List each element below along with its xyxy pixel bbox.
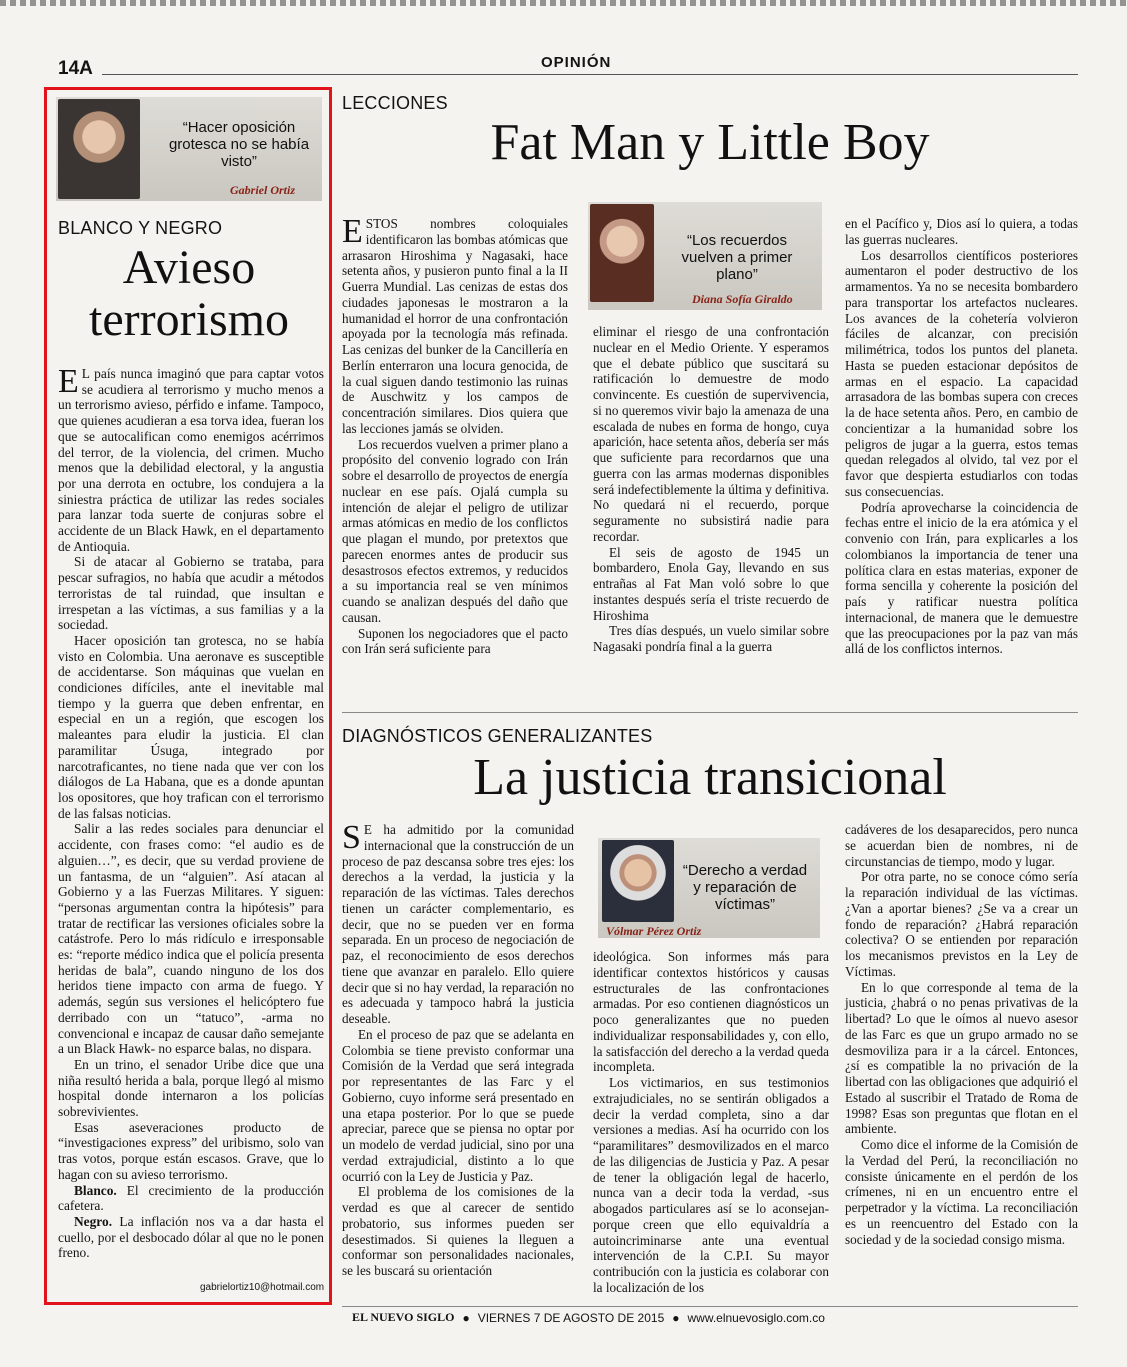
paragraph: Los victimarios, en sus testimonios extrajudiciales, no se sentirán obligados a decir la verdad completa, sino a dar versiones a medias. Así ha ocurrido con los “paramilitares” desmovilizados en el marco de las diligencias de Justicia y Paz. A pesar de tener la obligación legal de hacerlo, nunca van a decir toda la verdad, -sus abogados particulares así se lo aconsejan- porque creen que ello equivaldría a autoincriminarse ante una eventual intervención de la C.P.I. Su mayor contribución con la justicia es colaborar con la localización de los xyxy=(593,1075,829,1295)
section-title: OPINIÓN xyxy=(535,54,617,71)
paragraph: Esas aseveraciones producto de “investigaciones express” del uribismo, solo van tras votos, porque están escasos. Grave, que lo hagan con su avieso terrorismo. xyxy=(58,1119,324,1182)
dropcap: E xyxy=(342,213,363,250)
paragraph: En un trino, el senador Uribe dice que una niña resultó herida a bala, porque llegó al mismo hospital donde internaron a los policías sobrevivientes. xyxy=(58,1056,324,1120)
article1-kicker: LECCIONES xyxy=(342,93,448,113)
paragraph: Los recuerdos vuelven a primer plano a propósito del convenio logrado con Irán sobre el desarrollo de proyectos de energía nuclear en ese país. Ojalá cumpla su intención de alejar el peligro de utilizar armas atómicas en medio de los conflictos que plagan el mundo, por pretextos que parecen enormes antes de producir sus desastrosos efectos extremos, y reducidos a su importancia real se ven mínimos cuando se analizan después del daño que causan. xyxy=(342,436,568,625)
paragraph: L país nunca imaginó que para captar votos se acudiera al terrorismo y mucho menos a un terrorismo avieso, pérfido e infame. Tampoco, que quienes acudieran a esa torva idea, fueran los que se autocalifican como enemigos acérrimos del terror, de la violencia, del crimen. Mucho menos que la debilidad electoral, y la angustia por una derrota en octubre, los condujera a la siniestra práctica de utilizar las redes sociales para lanzar toda suerte de conjuras sobre el accidente de un Black Hawk, en el departamento de Antioquia. xyxy=(58,366,324,554)
paragraph: STOS nombres coloquiales identificaron las bombas atómicas que arrasaron Hiroshima y Nagasaki, hace setenta años, y pusieron punto final a la II Guerra Mundial. Las cenizas de estas dos ciudades japonesas le mostraron a la humanidad el horror de una confrontación apoyada por la tecnología más refinada. Las cenizas del bunker de la Cancillería en Berlín enterraron una locura genocida, de la cual siguen dando testimonio las ruinas de Auschwitz y los campos de concentración similares. Dios quiera que las lecciones jamás se olviden. xyxy=(342,216,568,436)
paragraph: Como dice el informe de la Comisión de la Verdad del Perú, la reconciliación no consiste únicamente en el perdón de los crímenes, ni en un encuentro entre el perpetrador y la víctima. La reconciliación es un reencuentro del Estado con la sociedad y de la sociedad consigo misma. xyxy=(845,1137,1078,1247)
paragraph: E ha admitido por la comunidad internacional que la construcción de un proceso de paz descansa sobre tres ejes: los derechos a la verdad, la justicia y la reparación de las víctimas. Tales derechos tienen un carácter complementario, es decir, que no se pueden ver en forma separada. En un proceso de negociación de paz, el reconocimiento de esos derechos tiene que avanzar en paralelo. Ello quiere decir que si no hay verdad, la reparación no es adecuada y tampoco habrá la justicia deseable. xyxy=(342,822,574,1026)
author-quote: “Hacer oposición grotesca no se había visto” xyxy=(168,119,310,170)
article1-headline: Fat Man y Little Boy xyxy=(490,114,930,171)
paragraph: En el proceso de paz que se adelanta en Colombia se tiene previsto conformar una Comisión de la Verdad que será integrada por representantes de las Farc y el Gobierno, cuyo informe será presentado en una etapa posterior. Por lo que se puede apreciar, parece que se piensa no optar por un modelo de verdad judicial, sino por una verdad extrajudicial, distinto a lo que ocurrió con la Ley de Justicia y Paz. xyxy=(342,1026,574,1184)
article1-author-card xyxy=(588,202,822,310)
article2-col2 xyxy=(593,949,829,1296)
column-body xyxy=(58,363,324,1261)
paragraph: cadáveres de los desaparecidos, pero nunca se acuerdan bien de nombres, ni de circunstancias de tiempo, modo y lugar. xyxy=(845,822,1078,869)
paragraph: El seis de agosto de 1945 un bombardero, Enola Gay, llevando en sus entrañas al Fat Man voló sobre lo que instantes después sería el triste recuerdo de Hiroshima xyxy=(593,544,829,623)
paragraph: Hacer oposición tan grotesca, no se había visto en Colombia. Una aeronave es susceptible de accidentarse. Son máquinas que vuelan en condiciones difíciles, ante el inevitable mal tiempo y la guerra que deben enfrentar, en especial en un a región, que escogen los maleantes para eludir la justicia. El clan paramilitar Úsuga, integrado por narcotraficantes, no tiene nada que ver con los diálogos de La Habana, que es a donde apuntan los opositores, que hoy trafican con el terrorismo de las falsas noticias. xyxy=(58,632,324,821)
article1-col3 xyxy=(845,216,1078,657)
footer-line xyxy=(352,1310,825,1325)
article2-col3 xyxy=(845,822,1078,1247)
header-rule xyxy=(102,74,1078,75)
paragraph: eliminar el riesgo de una confrontación nuclear en el Medio Oriente. Y esperamos que el debate público que suscitará su ratificación lo demuestre de modo convincente. Es cuestión de supervivencia, si no queremos vivir bajo la amenaza de una escalada de nubes en forma de hongo, cuya aparición, hace setenta años, debería ser más que suficiente para recordarnos que una guerra con las armas modernas disponibles será indefectiblemente la última y definitiva. No quedará ni el recuerdo, porque seguramente no subsistirá nadie para recordar. xyxy=(593,324,829,544)
footer-site: www.elnuevosiglo.com.co xyxy=(687,1310,825,1325)
paragraph: Si de atacar al Gobierno se trataba, para pescar sufragios, no había que acudir a métodos terroristas de tal ruindad, que insultan e irrespetan a las víctimas, a sus familias y a la sociedad. xyxy=(58,554,324,633)
blanco-text: El crecimiento de la producción cafetera. xyxy=(58,1182,324,1214)
article2-kicker: DIAGNÓSTICOS GENERALIZANTES xyxy=(342,726,653,746)
footer-paper: EL NUEVO SIGLO xyxy=(352,1310,455,1324)
author-email: gabrielortiz10@hotmail.com xyxy=(200,1282,325,1293)
column-kicker: BLANCO Y NEGRO xyxy=(58,218,223,238)
author-photo xyxy=(602,840,674,922)
bullet-icon: ● xyxy=(672,1310,680,1325)
paragraph: Los desarrollos científicos posteriores aumentaron el poder destructivo de los armamentos. Ya no se necesita bombardero para transportar los artefactos nucleares. Los avances de la cohetería volvieron fáciles de alcanzar, con precisión milimétrica, todos los puntos del planeta. Hasta se pueden estacionar depósitos de armas en el espacio. La capacidad arrasadora de las bombas supera con creces la de hace setenta años. Pero, en cambio de concientizar a la humanidad sobre los peligros de jugar a la guerra, estos temas quedan relegados al olvido, tal vez por el favor que despierta estudiarlos con todas sus consecuencias. xyxy=(845,247,1078,499)
article1-col1 xyxy=(342,213,568,657)
paragraph: Por otra parte, no se conoce cómo sería la reparación individual de las víctimas. ¿Van a aportar bienes? ¿Se va a crear un fondo de reparación? ¿Habrá reparación colectiva? O se entienden por reparación los mecanismos previstos en la Ley de Víctimas. xyxy=(845,869,1078,979)
article2-headline: La justicia transicional xyxy=(473,749,947,806)
paragraph: Salir a las redes sociales para denunciar el accidente, con frases como: “el audio es de alguien…”, es decir, que su verdad proviene de un fantasma, de un “alguien”. Así atacan al Gobierno y a las Fuerzas Militares. Y siguen: “personas argumentan contra la hipótesis” para tratar de rectificar las versiones oficiales sobre la catástrofe. Pero lo más ridículo e irresponsable es: “reporte médico indica que el policía presenta heridas de bala”, cuando ninguno de los dos heridos tiene impacto con arma de fuego. Y además, según sus versiones el helicóptero fue derribado con un “tatuco”, -arma no convencional e incapaz de causar daño semejante a un Black Hawk- no esparce balas, no dispara. xyxy=(58,821,324,1057)
article2-author: Vólmar Pérez Ortiz xyxy=(606,924,702,938)
page-number: 14A xyxy=(58,58,93,79)
blanco-note xyxy=(58,1183,324,1214)
article2-quote: “Derecho a verdad y reparación de víctimas” xyxy=(682,862,808,913)
paragraph: El problema de los comisiones de la verdad es que al carecer de sentido probatorio, sus informes pueden ser desestimados. Si quienes la lleguen a conformar son personalidades nacionales, se les buscará su orientación xyxy=(342,1184,574,1278)
negro-label: Negro. xyxy=(74,1213,113,1229)
article1-author: Diana Sofía Giraldo xyxy=(692,292,793,306)
dropcap: S xyxy=(342,819,361,856)
footer-rule xyxy=(342,1306,1078,1307)
footer-date: VIERNES 7 DE AGOSTO DE 2015 xyxy=(477,1310,665,1325)
article2-col1 xyxy=(342,819,574,1279)
bullet-icon: ● xyxy=(462,1310,470,1325)
paragraph: Tres días después, un vuelo similar sobre Nagasaki pondría final a la guerra xyxy=(593,623,829,654)
dropcap: E xyxy=(58,363,79,400)
author-card xyxy=(56,97,322,201)
author-name: Gabriel Ortiz xyxy=(230,183,296,197)
page-edge xyxy=(0,0,1127,6)
author-photo xyxy=(590,204,654,302)
blanco-label: Blanco. xyxy=(74,1182,117,1198)
negro-note xyxy=(58,1214,324,1261)
section-divider xyxy=(342,712,1078,713)
paragraph: ideológica. Son informes más para identificar contextos históricos y causas estructurales de las confrontaciones armadas. Por eso contienen diagnósticos un poco generalizantes que no pueden individualizar responsabilidades y, con ello, la satisfacción del derecho a la verdad queda incompleta. xyxy=(593,949,829,1075)
paragraph: en el Pacífico y, Dios así lo quiera, a todas las guerras nucleares. xyxy=(845,216,1078,247)
author-photo xyxy=(58,99,140,199)
paragraph: En lo que corresponde al tema de la justicia, ¿habrá o no penas privativas de la libertad? Lo que le oímos al nuevo asesor de las Farc es que un grupo armado no se desmoviliza para ir a la cárcel. Entonces, ¿sí es compatible la no privación de la libertad con las obligaciones que adquirió el Estado al suscribir el Tratado de Roma de 1998? Esas son preguntas que flotan en el ambiente. xyxy=(845,979,1078,1137)
paragraph: Suponen los negociadores que el pacto con Irán será suficiente para xyxy=(342,625,568,657)
column-headline: Avieso terrorismo xyxy=(89,241,289,346)
article1-quote: “Los recuerdos vuelven a primer plano” xyxy=(681,232,793,283)
paragraph: Podría aprovecharse la coincidencia de fechas entre el inicio de la era atómica y el convenio con Irán, para explicarles a los colombianos la importancia de tener una política clara en estas materias, exponer de forma sencilla y coherente la posición del país y ratificar nuestra política internacional, de manera que le demuestre que las preocupaciones por la paz van más allá de los conflictos internos. xyxy=(845,499,1078,657)
article2-author-card xyxy=(598,838,820,938)
negro-text: La inflación nos va a dar hasta el cuello, por el desbocado dólar al que no le ponen freno. xyxy=(58,1213,324,1261)
article1-col2 xyxy=(593,324,829,655)
